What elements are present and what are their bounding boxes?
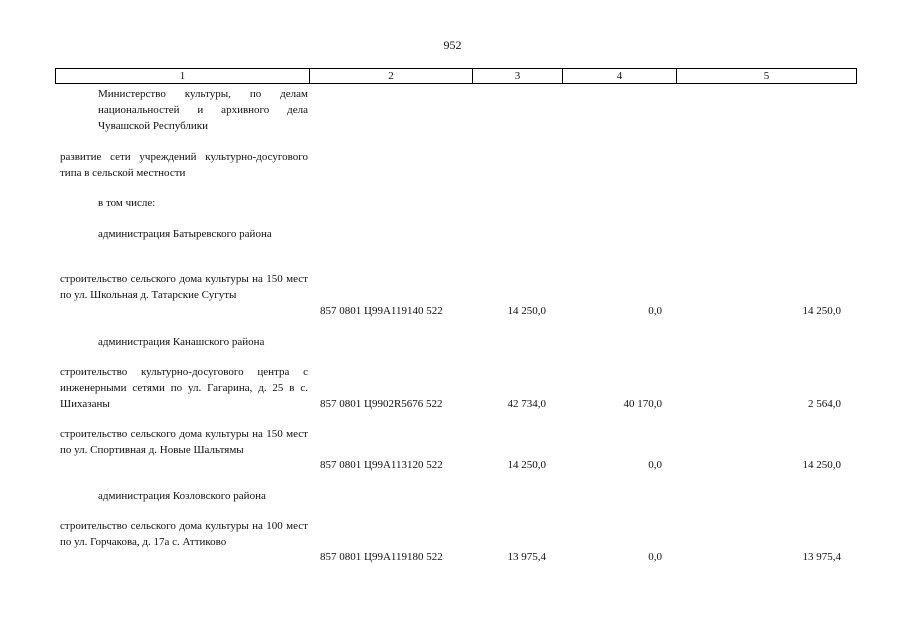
admin-kanash-heading: администрация Канашского района	[98, 336, 265, 348]
project-3-col3: 14 250,0	[507, 459, 546, 471]
project-2-col4: 40 170,0	[623, 398, 662, 410]
project-2-col3: 42 734,0	[507, 398, 546, 410]
program-heading: развитие сети учреждений культурно-досугового типа в сельской местности	[60, 151, 308, 179]
project-1-col5: 14 250,0	[802, 305, 841, 317]
project-2-col5: 2 564,0	[808, 398, 841, 410]
project-1-col4: 0,0	[648, 305, 662, 317]
project-3-col4: 0,0	[648, 459, 662, 471]
project-1-description: строительство сельского дома культуры на 150 мест по ул. Школьная д. Татарские Сугуты	[60, 273, 308, 301]
project-1-code: 857 0801 Ц99А119140 522	[320, 305, 443, 317]
admin-batyrevo-heading: администрация Батыревского района	[98, 228, 272, 240]
project-3-description: строительство сельского дома культуры на 150 мест по ул. Спортивная д. Новые Шальтямы	[60, 428, 308, 456]
including-label: в том числе:	[98, 197, 156, 209]
project-4-code: 857 0801 Ц99А119180 522	[320, 551, 443, 563]
project-4-description: строительство сельского дома культуры на 100 мест по ул. Горчакова, д. 17а с. Аттиково	[60, 520, 308, 548]
project-4-col3: 13 975,4	[507, 551, 546, 563]
column-header-1: 1	[55, 68, 310, 84]
project-3-col5: 14 250,0	[802, 459, 841, 471]
project-2-description: строительство культурно-досугового центра с инженерными сетями по ул. Гагарина, д. 25 в с. Шихазаны	[60, 366, 308, 410]
column-header-5: 5	[676, 68, 857, 84]
column-header-2: 2	[309, 68, 473, 84]
project-4-col5: 13 975,4	[802, 551, 841, 563]
admin-kozlovka-heading: администрация Козловского района	[98, 490, 266, 502]
project-1-col3: 14 250,0	[507, 305, 546, 317]
project-2-code: 857 0801 Ц9902R5676 522	[320, 398, 443, 410]
page-number: 952	[443, 38, 462, 52]
project-4-col4: 0,0	[648, 551, 662, 563]
column-header-4: 4	[562, 68, 677, 84]
project-3-code: 857 0801 Ц99А113120 522	[320, 459, 443, 471]
column-header-3: 3	[472, 68, 563, 84]
ministry-heading: Министерство культуры, по делам национальностей и архивного дела Чувашской Республики	[98, 88, 308, 132]
